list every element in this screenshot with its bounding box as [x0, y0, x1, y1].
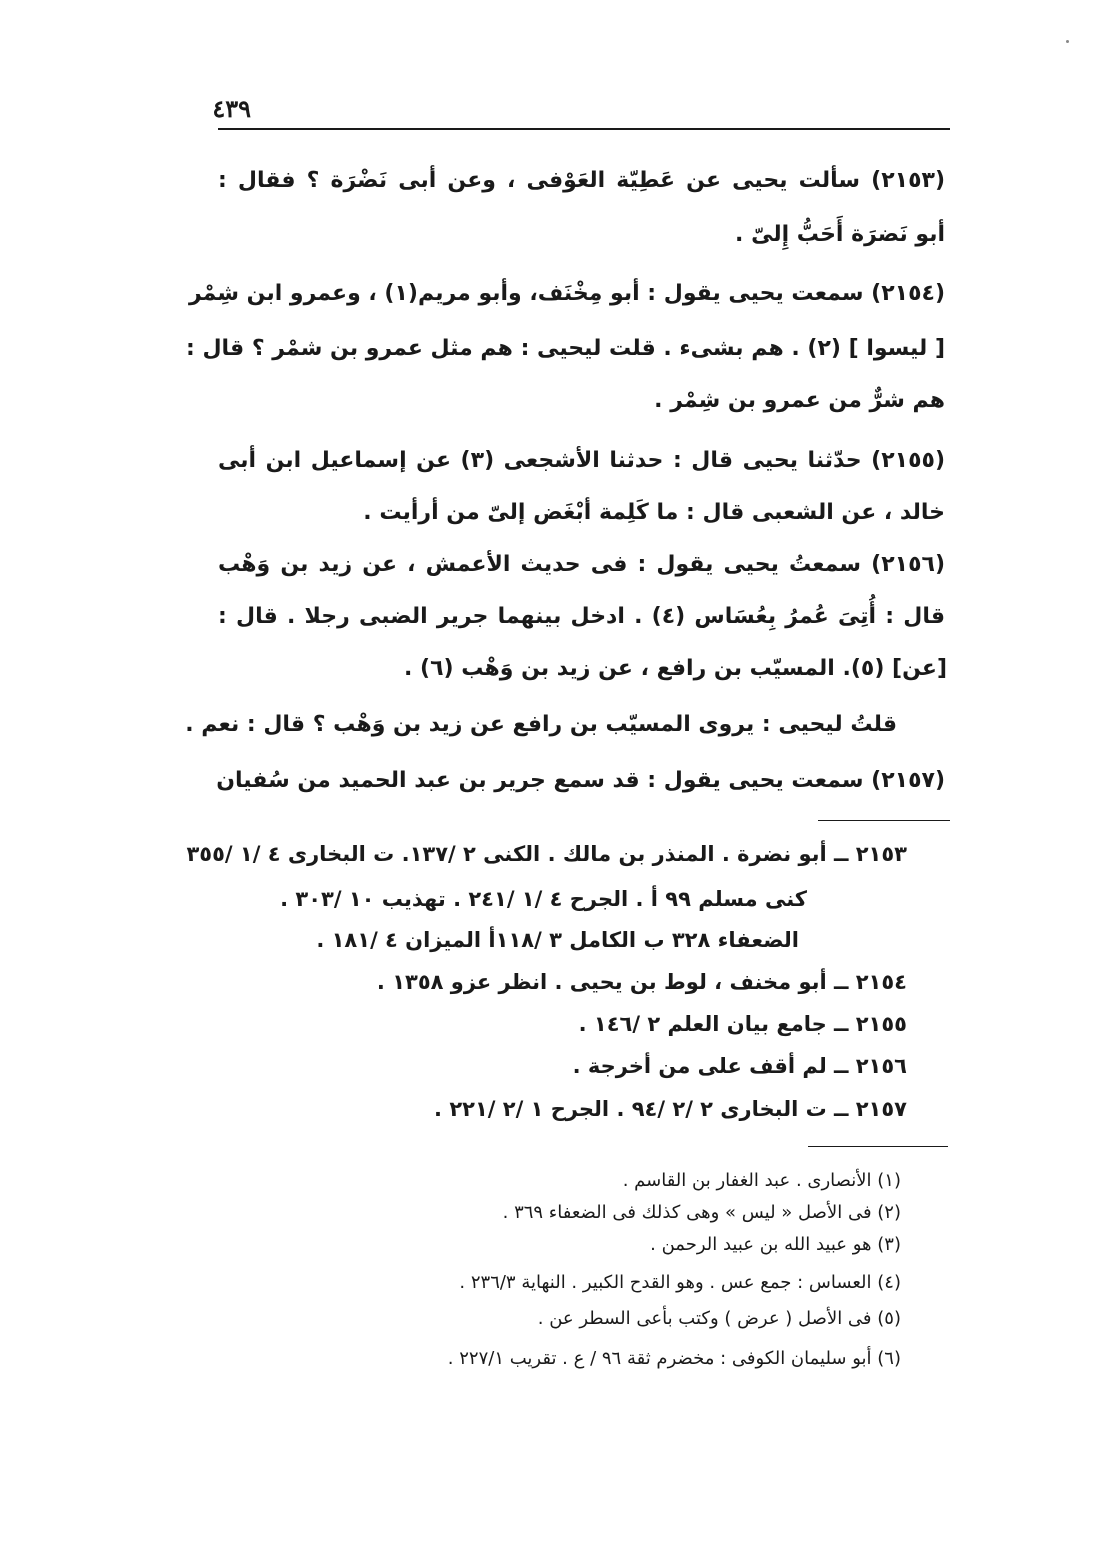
footnote-line: (٥) فى الأصل ( عرض ) وكتب بأعى السطر عن .	[537, 1308, 901, 1329]
footnote-rule	[808, 1146, 948, 1147]
footnote-line: (٢) فى الأصل « ليس » وهى كذلك فى الضعفاء ٣٦٩ .	[502, 1202, 901, 1223]
main-line: (٢١٥٥) حدّثنا يحيى قال : حدثنا الأشجعى (٣) عن إسماعيل ابن أبى	[218, 448, 945, 473]
reference-line: ٢١٥٣ ــ أبو نضرة . المنذر بن مالك . الكنى ٢ /١٣٧. ت البخارى ٤ /١ /٣٥٥	[186, 842, 907, 866]
header-rule	[218, 128, 950, 130]
main-line: [عن] (٥). المسيّب بن رافع ، عن زيد بن وَهْب (٦) .	[403, 656, 947, 681]
main-line: قال : أُتِىَ عُمرُ بِعُسَاس (٤) . ادخل بينهما جرير الضبى رجلا . قال :	[218, 604, 946, 629]
scan-speck	[1066, 40, 1069, 43]
main-line: (٢١٥٤) سمعت يحيى يقول : أبو مِخْنَف، وأبو مريم(١) ، وعمرو ابن شِمْر	[188, 281, 945, 306]
main-line: [ ليسوا ] (٢) . هم بشىء . قلت ليحيى : هم مثل عمرو بن شمْر ؟ قال :	[186, 336, 945, 361]
page-number: ٤٣٩	[212, 94, 251, 123]
main-line: (٢١٥٣) سألت يحيى عن عَطِيّة العَوْفى ، وعن أبى نَضْرَة ؟ فقال :	[218, 168, 945, 193]
footnote-line: (٣) هو عبيد الله بن عبيد الرحمن .	[650, 1234, 901, 1255]
main-line: (٢١٥٧) سمعت يحيى يقول : قد سمع جرير بن عبد الحميد من سُفيان	[216, 768, 945, 793]
main-line: أبو نَضرَة أَحَبُّ إِلىّ .	[735, 222, 945, 247]
footnote-line: (٦) أبو سليمان الكوفى : مخضرم ثقة ٩٦ / ع . تقريب ٢٢٧/١ .	[447, 1348, 901, 1369]
reference-line: ٢١٥٥ ــ جامع بيان العلم ٢ /١٤٦ .	[578, 1012, 907, 1036]
reference-line: ٢١٥٦ ــ لم أقف على من أخرجة .	[572, 1054, 907, 1078]
main-line: خالد ، عن الشعبى قال : ما كَلِمة أبْغَض إلىّ من أرأيت .	[363, 500, 945, 525]
reference-line: ٢١٥٧ ــ ت البخارى ٢ /٢ /٩٤ . الجرح ١ /٢ /٢٢١ .	[434, 1097, 907, 1121]
footnote-line: (٤) العساس : جمع عس . وهو القدح الكبير . النهاية ٢٣٦/٣ .	[459, 1272, 901, 1293]
section-rule	[818, 820, 950, 821]
reference-line: كنى مسلم ٩٩ أ . الجرح ٤ /١ /٢٤١ . تهذيب ١٠ /٣٠٣ .	[280, 887, 807, 911]
reference-line: الضعفاء ٣٢٨ ب الكامل ٣ /١١٨أ الميزان ٤ /١٨١ .	[316, 928, 799, 952]
reference-line: ٢١٥٤ ــ أبو مخنف ، لوط بن يحيى . انظر عزو ١٣٥٨ .	[376, 970, 907, 994]
main-line: (٢١٥٦) سمعتُ يحيى يقول : فى حديث الأعمش ، عن زيد بن وَهْب	[218, 552, 945, 577]
main-line: هم شرٌّ من عمرو بن شِمْر .	[654, 388, 945, 413]
main-line: قلتُ ليحيى : يروى المسيّب بن رافع عن زيد بن وَهْب ؟ قال : نعم .	[185, 712, 897, 737]
footnote-line: (١) الأنصارى . عبد الغفار بن القاسم .	[622, 1170, 901, 1191]
